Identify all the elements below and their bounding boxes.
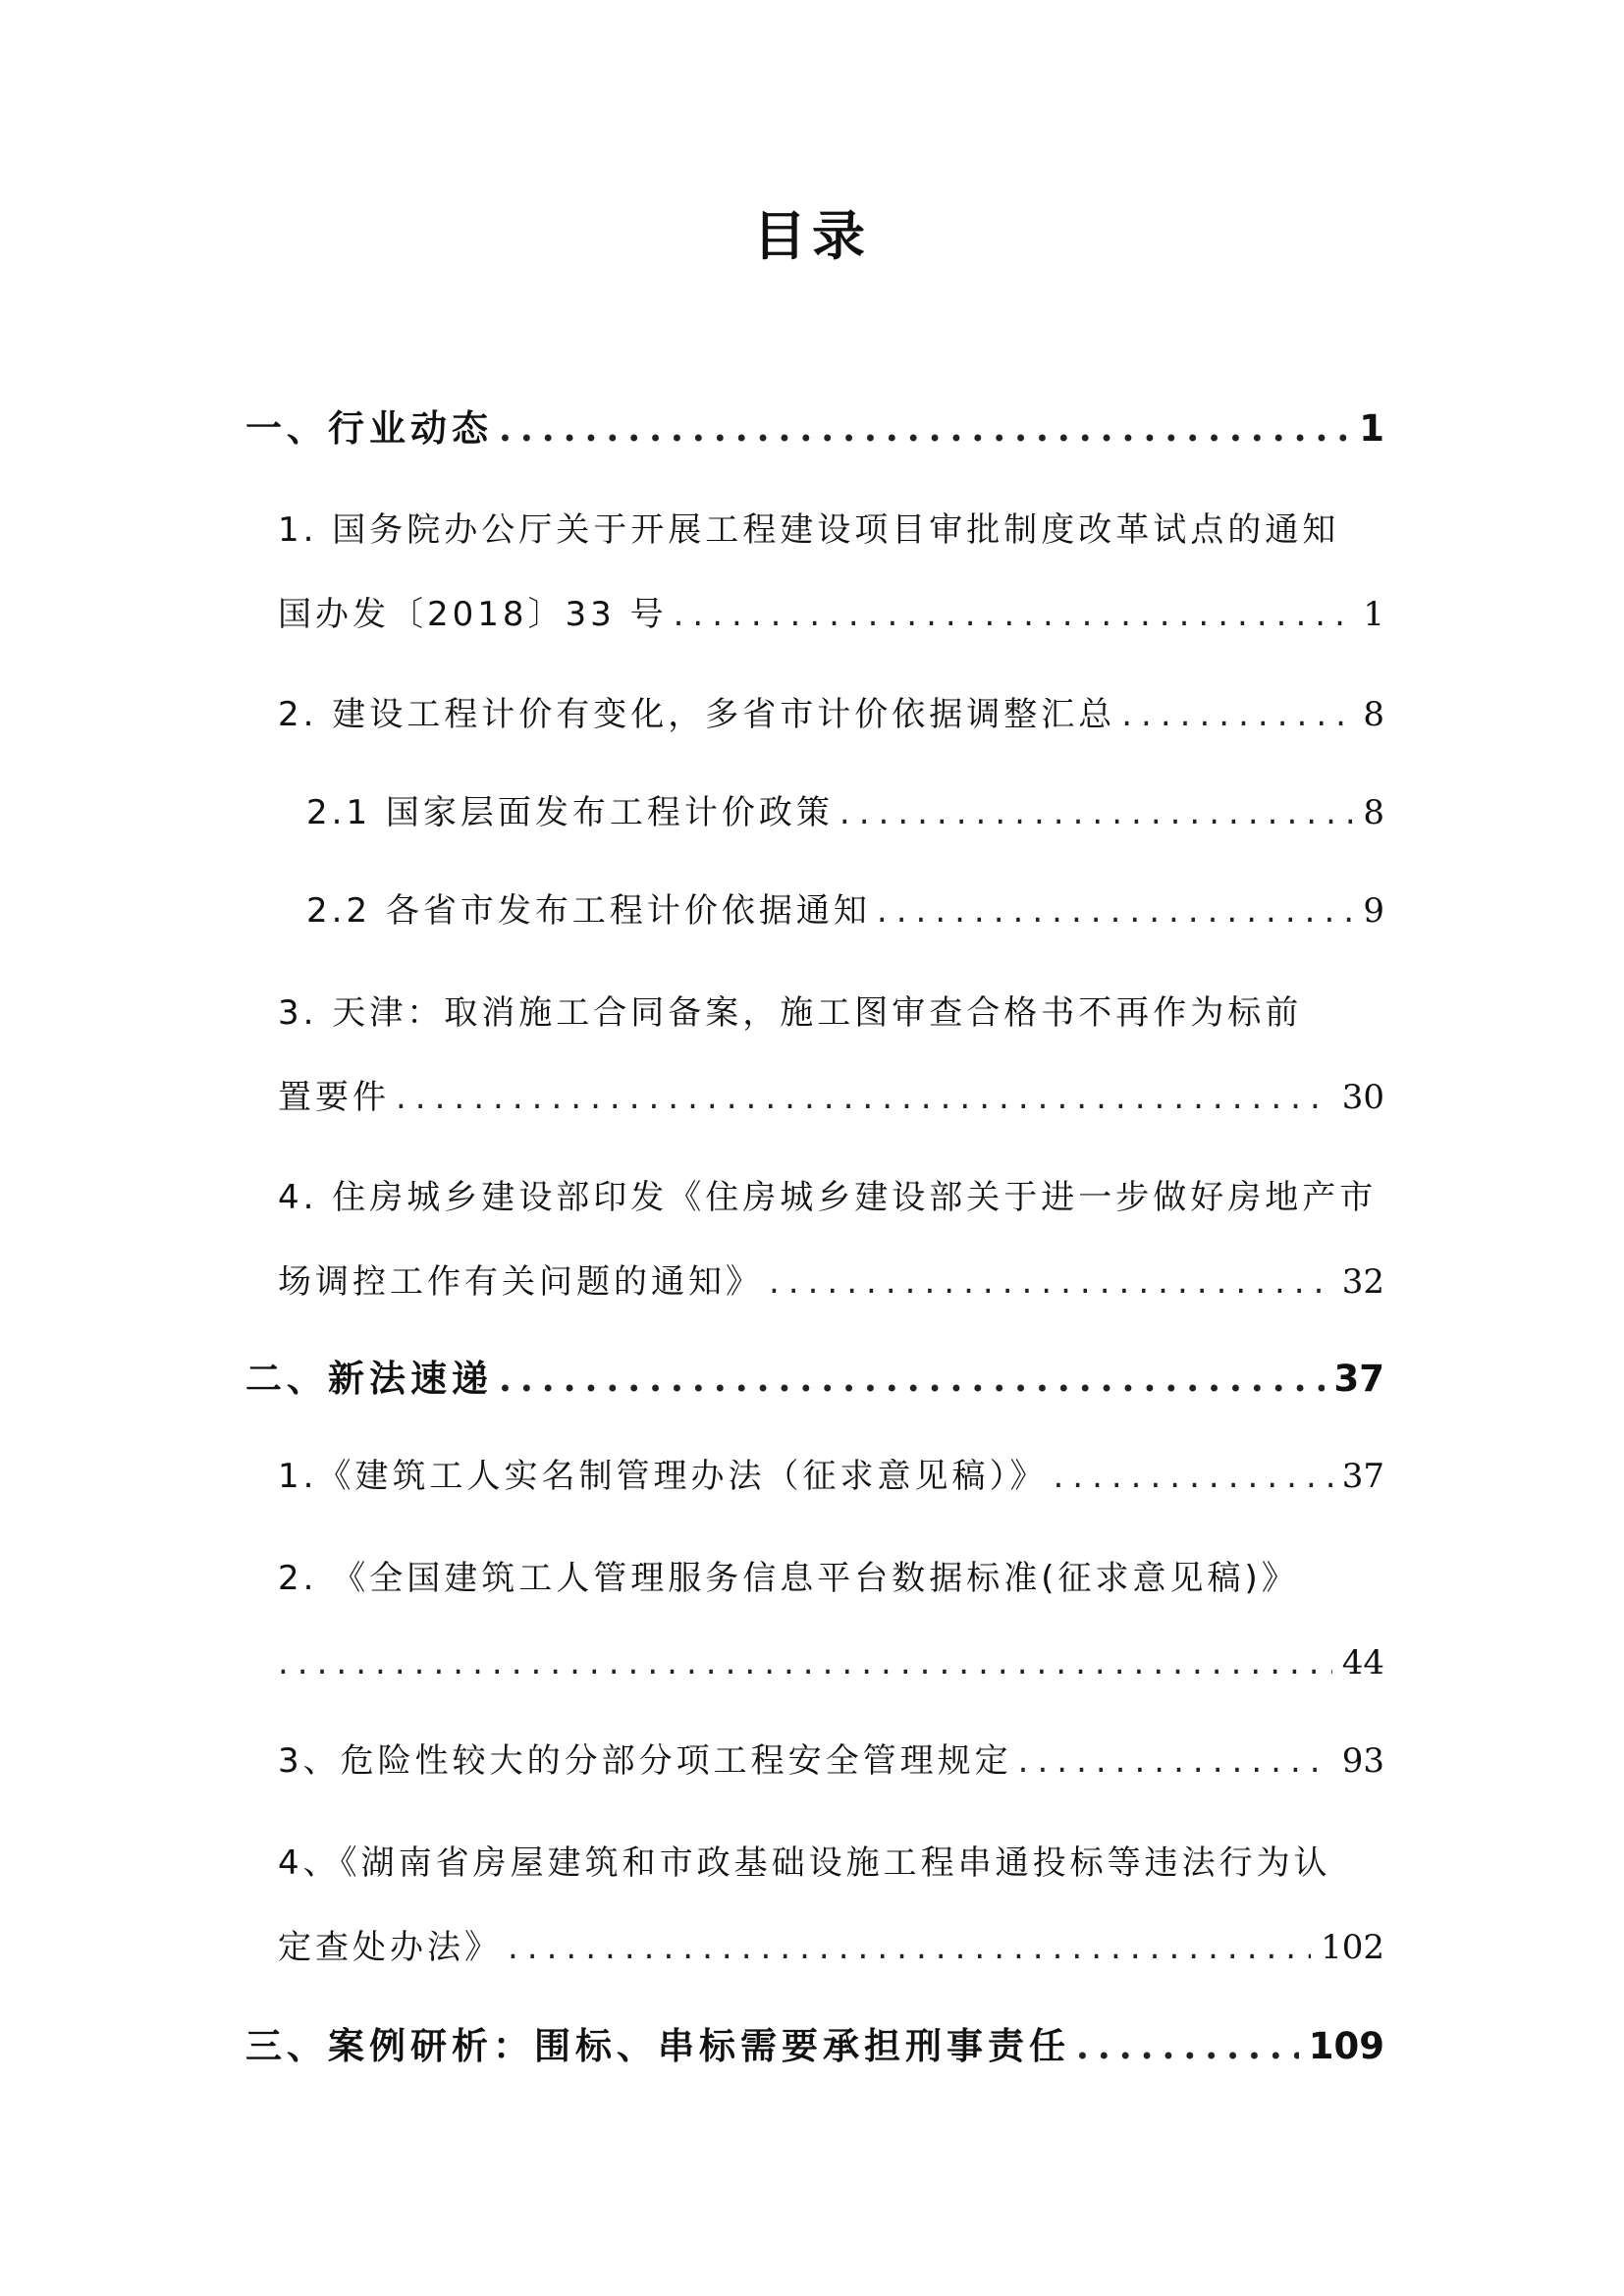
toc-item-1-line-1[interactable]: 1. 国务院办公厅关于开展工程建设项目审批制度改革试点的通知 (278, 510, 1340, 550)
toc-item-4-line-1[interactable]: 4. 住房城乡建设部印发《住房城乡建设部关于进一步做好房地产市 (278, 1178, 1378, 1217)
toc-item-3-line-1[interactable]: 3. 天津：取消施工合同备案，施工图审查合格书不再作为标前 (278, 993, 1303, 1033)
toc-page-number: 30 (1341, 1078, 1384, 1117)
toc-section-label: 二、新法速递 (245, 1357, 493, 1400)
toc-section-label: 一、行业动态 (245, 406, 493, 450)
toc-leader (1076, 2022, 1299, 2069)
toc-subitem-2-2[interactable] (306, 887, 1384, 934)
toc-item-3[interactable] (278, 1074, 1384, 1121)
toc-item-label: 定查处办法》 (278, 1928, 502, 1967)
toc-page-number: 109 (1308, 2025, 1384, 2067)
toc-item-7[interactable] (278, 1737, 1384, 1785)
toc-page-number: 1 (1359, 407, 1384, 450)
toc-item-5[interactable] (278, 1453, 1384, 1500)
toc-page-number: 8 (1363, 695, 1384, 734)
toc-page-number: 32 (1341, 1262, 1384, 1302)
toc-item-label: 置要件 (278, 1078, 390, 1117)
toc-item-4[interactable] (278, 1258, 1384, 1306)
toc-page-number: 9 (1363, 891, 1384, 931)
toc-item-2[interactable] (278, 691, 1384, 738)
toc-page-number: 8 (1363, 793, 1384, 832)
toc-leader (508, 1924, 1311, 1971)
toc-leader (877, 887, 1353, 934)
toc-leader (1018, 1737, 1332, 1785)
toc-item-label: 场调控工作有关问题的通知》 (278, 1262, 763, 1302)
toc-leader (1121, 691, 1353, 738)
toc-page-number: 102 (1321, 1928, 1384, 1967)
toc-page-number: 93 (1341, 1741, 1384, 1781)
toc-item-label: 3、危险性较大的分部分项工程安全管理规定 (278, 1741, 1012, 1781)
toc-leader (1053, 1453, 1331, 1500)
toc-leader (396, 1074, 1332, 1121)
toc-leader (499, 1355, 1325, 1402)
toc-leader (839, 789, 1353, 836)
page-title: 目录 (753, 204, 871, 267)
toc-page-number: 37 (1333, 1358, 1384, 1400)
toc-section-label: 三、案例研析：围标、串标需要承担刑事责任 (245, 2024, 1070, 2067)
toc-page-number: 44 (1341, 1643, 1384, 1682)
toc-leader (278, 1639, 1332, 1686)
toc-leader (674, 591, 1354, 638)
toc-item-label: 国办发〔2018〕33 号 (278, 595, 668, 634)
toc-item-label: 1.《建筑工人实名制管理办法（征求意见稿）》 (278, 1457, 1048, 1496)
toc-section-2[interactable] (245, 1355, 1384, 1403)
toc-item-6[interactable] (278, 1639, 1384, 1686)
toc-subitem-2-1[interactable] (306, 789, 1384, 836)
toc-section-1[interactable] (245, 404, 1384, 453)
toc-item-8[interactable] (278, 1924, 1384, 1971)
toc-item-6-line-1[interactable]: 2. 《全国建筑工人管理服务信息平台数据标准(征求意见稿)》 (278, 1559, 1299, 1598)
toc-item-8-line-1[interactable]: 4、《湖南省房屋建筑和市政基础设施工程串通投标等违法行为认 (278, 1843, 1331, 1883)
toc-section-3[interactable] (245, 2022, 1384, 2070)
toc-leader (499, 404, 1349, 452)
toc-item-label: 2. 建设工程计价有变化，多省市计价依据调整汇总 (278, 695, 1116, 734)
toc-leader (769, 1258, 1332, 1306)
toc-item-1[interactable] (278, 591, 1384, 638)
toc-subitem-label: 2.2 各省市发布工程计价依据通知 (306, 891, 871, 931)
toc-page-number: 37 (1341, 1457, 1384, 1496)
toc-page-number: 1 (1363, 595, 1384, 634)
toc-subitem-label: 2.1 国家层面发布工程计价政策 (306, 793, 834, 832)
